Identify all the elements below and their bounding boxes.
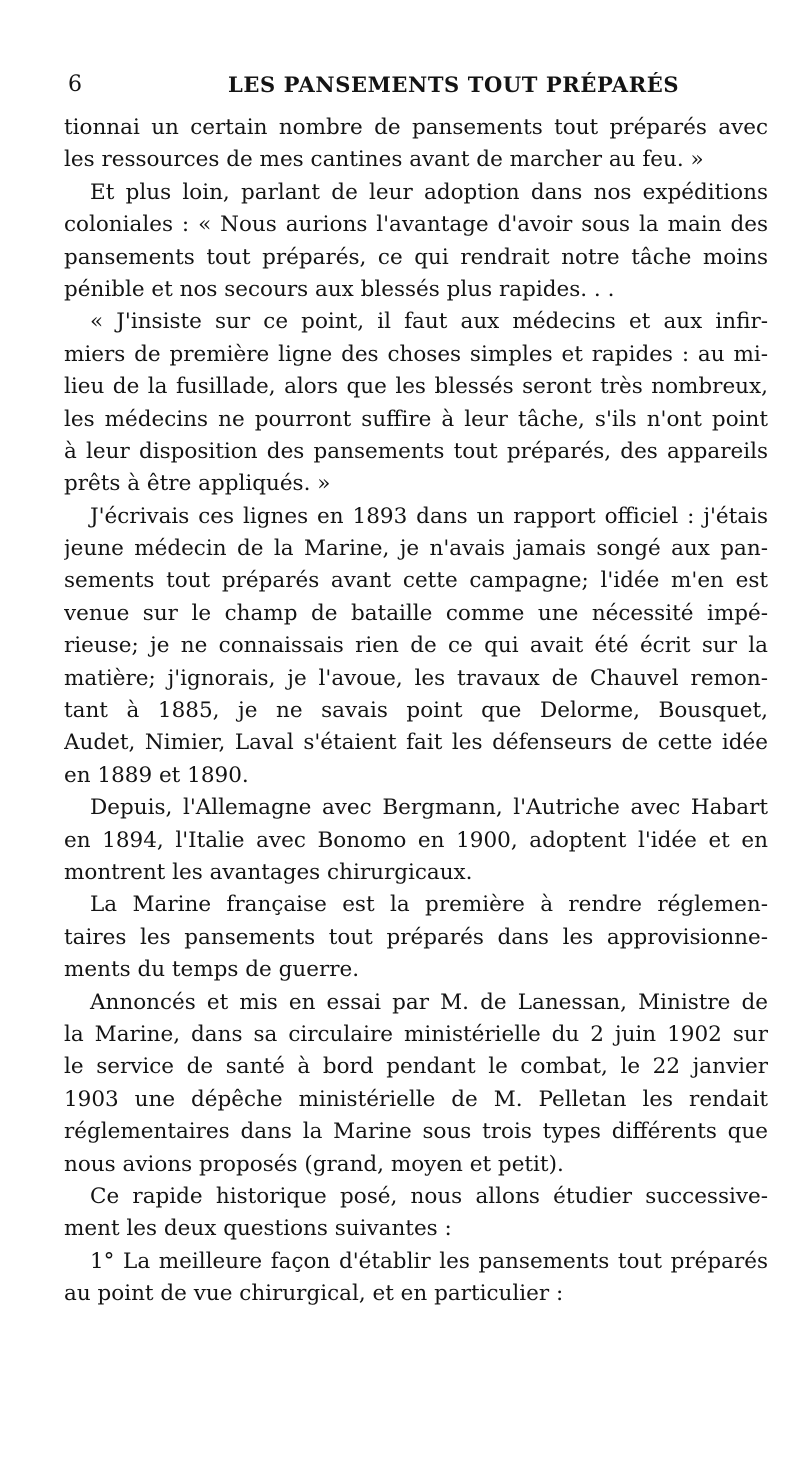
text-line: prêts à être appliqués. » <box>64 471 331 497</box>
text-line: lieu de la fusillade, alors que les blessés seront très nombreux, <box>64 374 768 400</box>
text-line: réglementaires dans la Marine sous trois types différents que <box>64 1119 768 1145</box>
page-number: 6 <box>68 72 82 97</box>
text-line: pénible et nos secours aux blessés plus rapides. . . <box>64 276 615 302</box>
text-line: tionnai un certain nombre de pansements tout préparés avec <box>64 115 768 140</box>
text-line: en 1889 et 1890. <box>64 762 249 788</box>
text-line: au point de vue chirurgical, et en particulier : <box>64 1281 564 1307</box>
text-line: pansements tout préparés, ce qui rendrait notre tâche moins <box>64 244 768 270</box>
text-line: 1° La meilleure façon d'établir les pansements tout préparés <box>90 1248 768 1274</box>
text-line: matière; j'ignorais, je l'avoue, les travaux de Chauvel remon- <box>64 665 768 691</box>
text-line: taires les pansements tout préparés dans les approvisionne- <box>64 924 768 950</box>
text-line: nous avions proposés (grand, moyen et petit). <box>64 1151 564 1177</box>
text-line: Annoncés et mis en essai par M. de Lanessan, Ministre de <box>90 989 768 1015</box>
text-line: 1903 une dépêche ministérielle de M. Pelletan les rendait <box>64 1086 768 1112</box>
text-line: montrent les avantages chirurgicaux. <box>64 859 473 885</box>
page-header <box>68 70 768 104</box>
text-line: J'écrivais ces lignes en 1893 dans un rapport officiel : j'étais <box>90 503 768 529</box>
text-line: coloniales : « Nous aurions l'avantage d'avoir sous la main des <box>64 212 768 238</box>
text-line: les médecins ne pourront suffire à leur tâche, s'ils n'ont point <box>64 406 768 432</box>
body-text <box>64 112 768 1310</box>
text-line: La Marine française est la première à rendre réglemen- <box>90 892 768 918</box>
text-line: Audet, Nimier, Laval s'étaient fait les défenseurs de cette idée <box>64 730 768 756</box>
text-line: à leur disposition des pansements tout préparés, des appareils <box>64 438 768 464</box>
text-line: tant à 1885, je ne savais point que Delorme, Bousquet, <box>64 698 768 724</box>
text-line: en 1894, l'Italie avec Bonomo en 1900, adoptent l'idée et en <box>64 827 768 853</box>
text-line: rieuse; je ne connaissais rien de ce qui avait été écrit sur la <box>64 633 768 659</box>
text-line: ments du temps de guerre. <box>64 957 360 983</box>
text-line: ment les deux questions suivantes : <box>64 1216 452 1242</box>
text-line: « J'insiste sur ce point, il faut aux médecins et aux infir- <box>90 309 768 335</box>
text-line: jeune médecin de la Marine, je n'avais jamais songé aux pan- <box>64 536 768 562</box>
text-line: miers de première ligne des choses simples et rapides : au mi- <box>64 341 768 367</box>
text-line: Ce rapide historique posé, nous allons étudier successive- <box>90 1183 768 1209</box>
text-line: les ressources de mes cantines avant de marcher au feu. » <box>64 147 704 173</box>
text-line: le service de santé à bord pendant le combat, le 22 janvier <box>64 1054 768 1080</box>
text-line: Depuis, l'Allemagne avec Bergmann, l'Autriche avec Habart <box>90 795 768 821</box>
text-line: venue sur le champ de bataille comme une nécessité impé- <box>64 600 768 626</box>
text-line: la Marine, dans sa circulaire ministérielle du 2 juin 1902 sur <box>64 1021 768 1047</box>
text-line: sements tout préparés avant cette campagne; l'idée m'en est <box>64 568 768 594</box>
running-title: LES PANSEMENTS TOUT PRÉPARÉS <box>228 72 680 97</box>
text-line: Et plus loin, parlant de leur adoption dans nos expéditions <box>90 179 768 205</box>
